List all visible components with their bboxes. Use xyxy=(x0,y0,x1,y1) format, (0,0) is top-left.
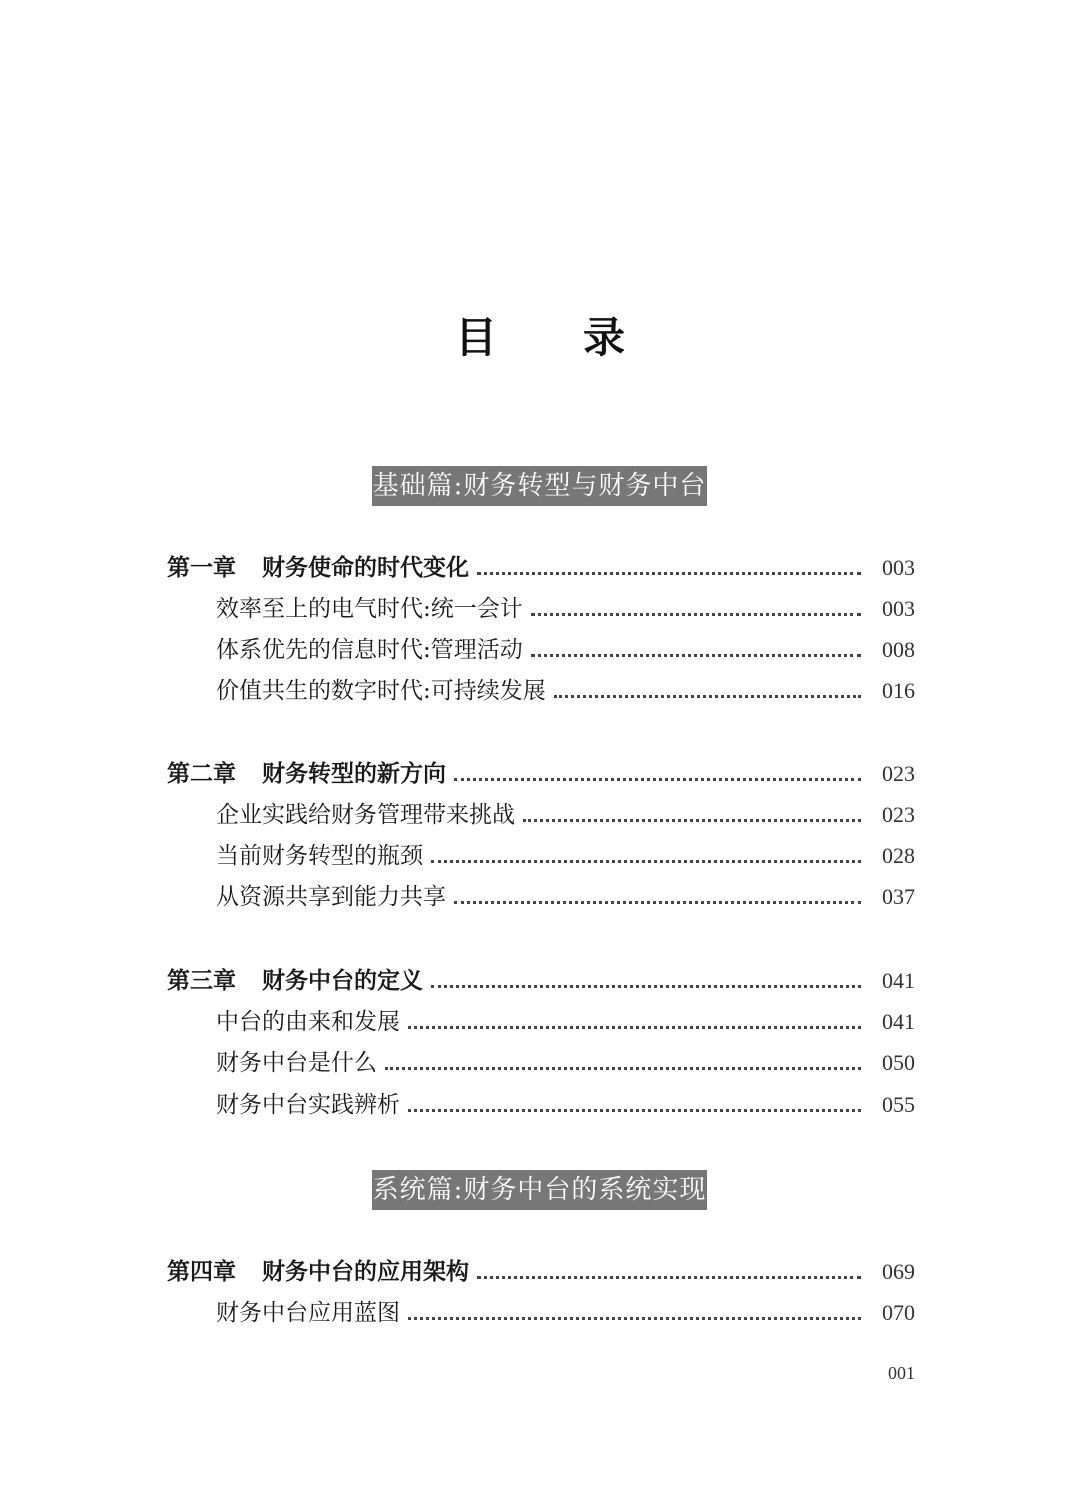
section-title: 从资源共享到能力共享 xyxy=(216,884,446,910)
page-ref: 023 xyxy=(882,761,915,786)
chapter-title: 财务使命的时代变化 xyxy=(262,555,469,581)
page-number: 001 xyxy=(888,1363,915,1383)
toc-section[interactable] xyxy=(216,879,915,915)
toc-section[interactable] xyxy=(216,1087,915,1123)
page-ref: 070 xyxy=(882,1300,915,1325)
toc-section[interactable] xyxy=(216,673,915,709)
toc-chapter-2[interactable] xyxy=(167,756,915,792)
toc-section[interactable] xyxy=(216,591,915,627)
toc-chapter-4[interactable] xyxy=(167,1254,915,1290)
page-ref: 028 xyxy=(882,843,915,868)
part-banner-foundation: 基础篇:财务转型与财务中台 xyxy=(372,466,707,506)
dot-leader xyxy=(477,572,861,575)
part-banner-system: 系统篇:财务中台的系统实现 xyxy=(372,1170,707,1210)
chapter-title: 财务中台的定义 xyxy=(262,968,423,994)
chapter-number: 第四章 xyxy=(167,1259,236,1285)
chapter-title: 财务转型的新方向 xyxy=(262,761,446,787)
chapter-number: 第三章 xyxy=(167,968,236,994)
section-title: 效率至上的电气时代:统一会计 xyxy=(216,596,523,622)
chapter-title: 财务中台的应用架构 xyxy=(262,1259,469,1285)
dot-leader xyxy=(531,613,861,616)
section-title: 价值共生的数字时代:可持续发展 xyxy=(216,678,546,704)
section-title: 财务中台是什么 xyxy=(216,1050,377,1076)
dot-leader xyxy=(523,819,861,822)
toc-section[interactable] xyxy=(216,797,915,833)
section-title: 体系优先的信息时代:管理活动 xyxy=(216,637,523,663)
toc-section[interactable] xyxy=(216,1045,915,1081)
dot-leader xyxy=(408,1317,861,1320)
toc-section[interactable] xyxy=(216,1004,915,1040)
dot-leader xyxy=(554,695,861,698)
page-ref: 003 xyxy=(882,596,915,621)
page-title xyxy=(0,312,1080,364)
page-title-char-1: 目 xyxy=(454,313,497,362)
page-ref: 069 xyxy=(882,1259,915,1284)
dot-leader xyxy=(477,1276,861,1279)
page-ref: 023 xyxy=(882,802,915,827)
page-ref: 055 xyxy=(882,1092,915,1117)
page-ref: 041 xyxy=(882,968,915,993)
toc-chapter-1[interactable] xyxy=(167,550,915,586)
chapter-number: 第二章 xyxy=(167,761,236,787)
page-ref: 050 xyxy=(882,1050,915,1075)
section-title: 企业实践给财务管理带来挑战 xyxy=(216,802,515,828)
dot-leader xyxy=(431,985,861,988)
page-ref: 037 xyxy=(882,884,915,909)
section-title: 当前财务转型的瓶颈 xyxy=(216,843,423,869)
page-ref: 016 xyxy=(882,678,915,703)
dot-leader xyxy=(454,778,861,781)
section-title: 中台的由来和发展 xyxy=(216,1009,400,1035)
section-title: 财务中台应用蓝图 xyxy=(216,1300,400,1326)
toc-section[interactable] xyxy=(216,632,915,668)
page-ref: 041 xyxy=(882,1009,915,1034)
toc-chapter-3[interactable] xyxy=(167,963,915,999)
page-ref: 003 xyxy=(882,555,915,580)
chapter-number: 第一章 xyxy=(167,555,236,581)
dot-leader xyxy=(531,654,861,657)
toc-section[interactable] xyxy=(216,1295,915,1331)
dot-leader xyxy=(385,1067,861,1070)
toc-section[interactable] xyxy=(216,838,915,874)
section-title: 财务中台实践辨析 xyxy=(216,1092,400,1118)
page-ref: 008 xyxy=(882,637,915,662)
dot-leader xyxy=(431,860,861,863)
dot-leader xyxy=(408,1109,861,1112)
page-title-char-2: 录 xyxy=(583,313,626,362)
dot-leader xyxy=(408,1026,861,1029)
dot-leader xyxy=(454,901,861,904)
